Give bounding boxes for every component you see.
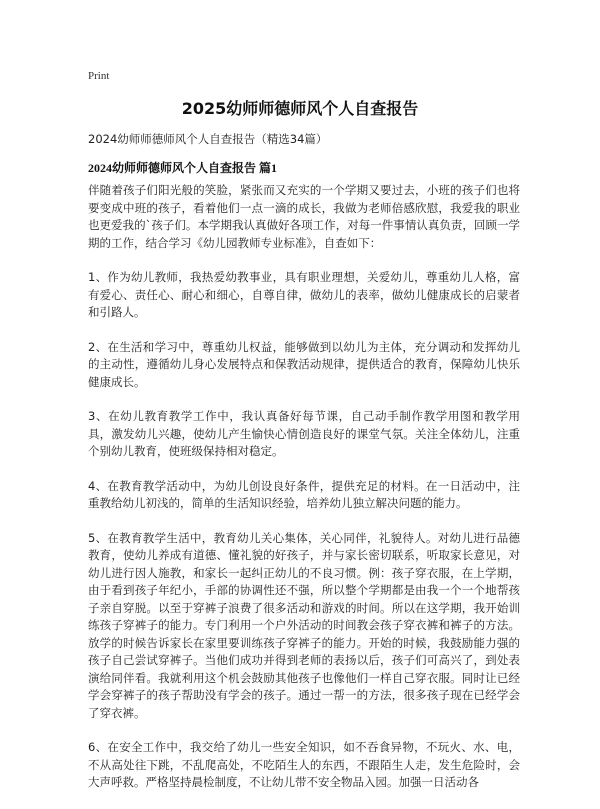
paragraph-5: 5、在教育教学生活中，教育幼儿关心集体，关心同伴，礼貌待人。对幼儿进行品德教育，使幼儿养成有道德、懂礼貌的好孩子，并与家长密切联系，听取家长意见，对幼儿进行因人施教，和家长一起纠正幼儿的不良习惯。例：孩子穿衣服，在上学期，由于看到孩子年纪小，手部的协调性还不强，所以整个学期都是由我一个一个地帮孩子亲自穿脱。以至于穿裤子浪费了很多活动和游戏的时间。所以在这学期，我开始训练孩子穿裤子的能力。专门利用一个户外活动的时间教会孩子穿衣裤和裤子的方法。放学的时候告诉家长在家里要训练孩子穿裤子的能力。开始的时候，我鼓励能力强的孩子自己尝试穿裤子。当他们成功并得到老师的表扬以后，孩子们可高兴了，到处表演给同伴看。我就利用这个机会鼓励其他孩子也像他们一样自己穿衣服。同时让已经学会穿裤子的孩子帮助没有学会的孩子。通过一帮一的方法，很多孩子现在已经学会了穿衣裤。 (88, 530, 520, 720)
paragraph-4: 4、在教育教学活动中，为幼儿创设良好条件，提供充足的材料。在一日活动中，注重教给幼儿初浅的，简单的生活知识经验，培养幼儿独立解决问题的能力。 (88, 478, 520, 510)
paragraph-1: 1、作为幼儿教师，我热爱幼教事业，具有职业理想，关爱幼儿，尊重幼儿人格，富有爱心、责任心、耐心和细心，自尊自律，做幼儿的表率，做幼儿健康成长的启蒙者和引路人。 (88, 270, 520, 319)
body-text (88, 182, 520, 809)
paragraph-6: 6、在安全工作中，我交给了幼儿一些安全知识，如不吞食异物，不玩火、水、电，不从高处往下跳，不乱爬高处，不吃陌生人的东西，不跟陌生人走，发生危险时，会大声呼救。严格坚持晨检制度，不让幼儿带不安全物品入园。加强一日活动各 (88, 740, 520, 789)
document-title: 2025幼师师德师风个人自查报告 (181, 99, 419, 118)
paragraph-2: 2、在生活和学习中，尊重幼儿权益，能够做到以幼儿为主体，充分调动和发挥幼儿的主动性，遵循幼儿身心发展特点和保教活动规律，提供适合的教育，保障幼儿快乐健康成长。 (88, 339, 520, 389)
document-subtitle: 2024幼师师德师风个人自查报告（精选34篇） (88, 132, 328, 146)
paragraph-3: 3、在幼儿教育教学工作中，我认真备好每节课，自己动手制作教学用图和教学用具，激发幼儿兴趣，使幼儿产生愉快心情创造良好的课堂气氛。关注全体幼儿，注重个别幼儿教育，使班级保持相对稳定。 (88, 409, 520, 458)
section-heading: 2024幼师师德师风个人自查报告 篇1 (88, 161, 278, 175)
paragraph-intro: 伴随着孩子们阳光般的笑脸，紧张而又充实的一个学期又要过去，小班的孩子们也将要变成中班的孩子，看着他们一点一滴的成长，我做为老师倍感欣慰，我爱我的职业也更爱我的`孩子们。本学期我认真做好各项工作，对每一件事情认真负责，回顾一学期的工作，结合学习《幼儿园教师专业标准》，自查如下： (88, 183, 520, 250)
print-link[interactable]: Print (88, 70, 110, 82)
